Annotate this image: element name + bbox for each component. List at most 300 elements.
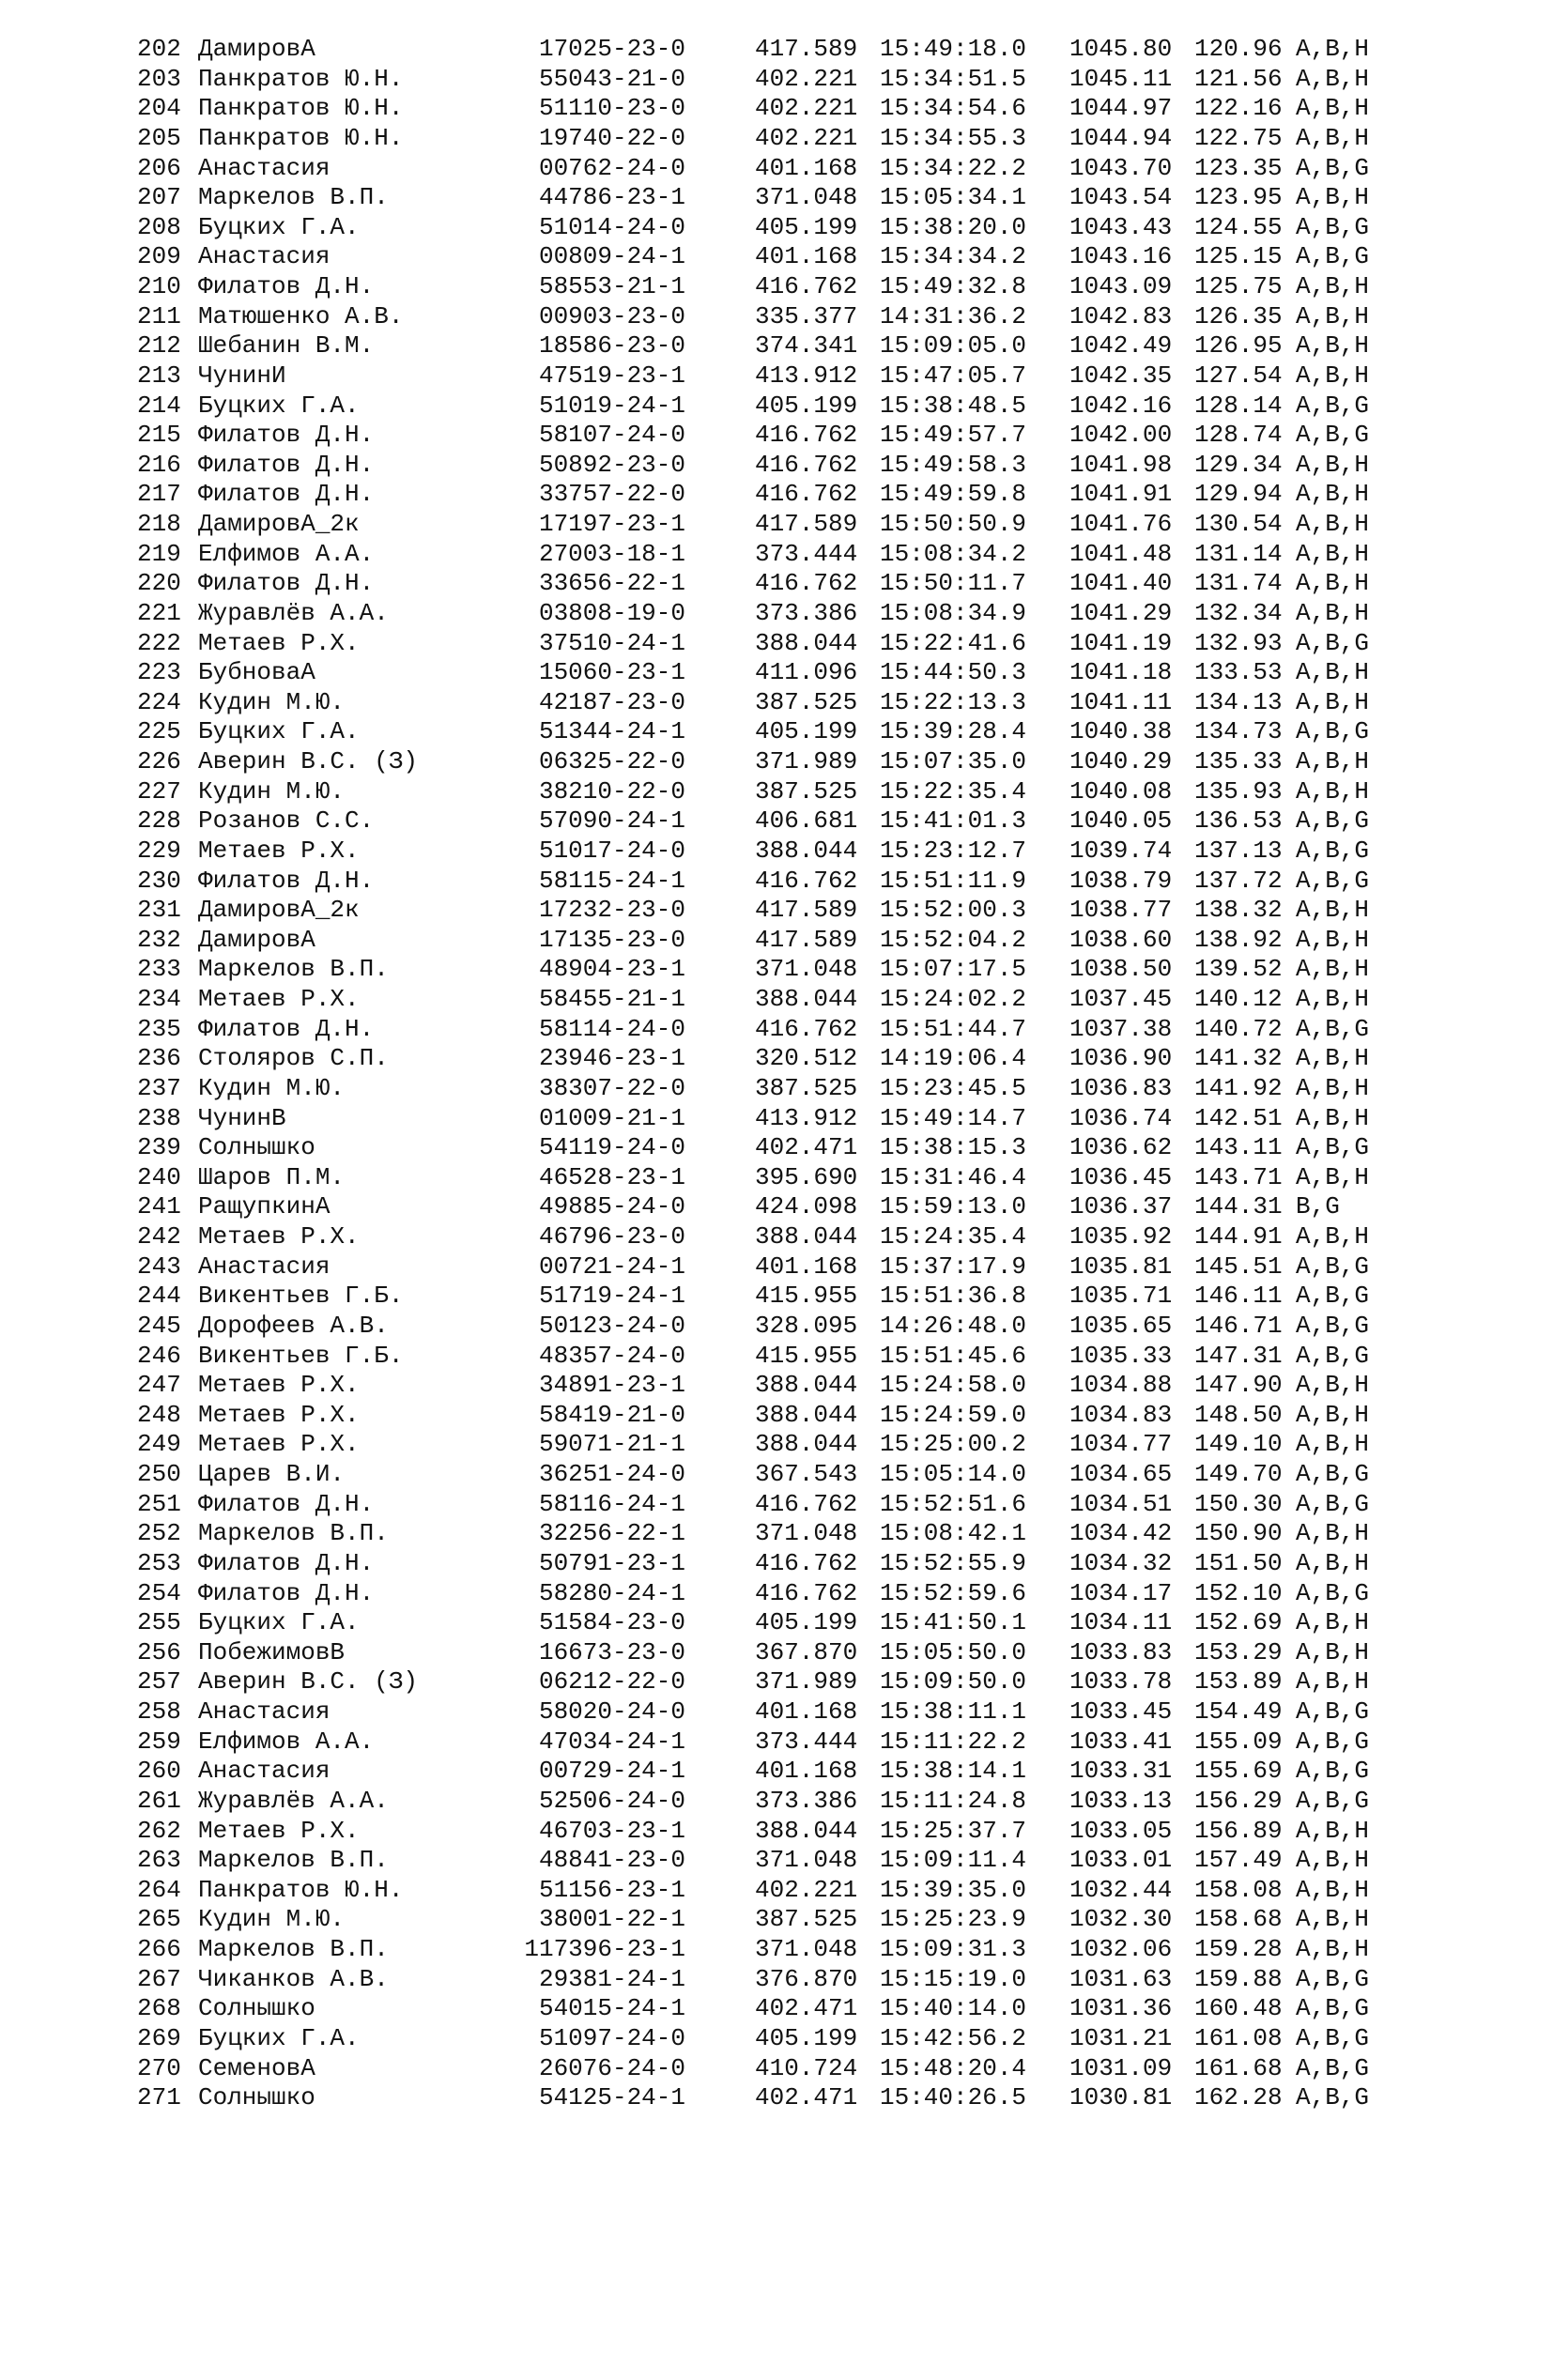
arrival-time: 15:05:34.1 (880, 183, 1027, 212)
arrival-time: 15:37:17.9 (880, 1251, 1027, 1281)
arrival-time: 15:41:50.1 (880, 1608, 1027, 1637)
coefficient-value: 143.11 (1194, 1133, 1283, 1162)
place-number: 227 (137, 776, 181, 806)
coefficient-value: 137.13 (1194, 836, 1283, 865)
speed-value: 1033.78 (1069, 1667, 1173, 1697)
ring-number: 06325-22-0 (538, 747, 685, 775)
place-number: 247 (137, 1371, 181, 1400)
category-codes: A,B,H (1296, 1846, 1370, 1875)
arrival-time: 15:52:59.6 (880, 1578, 1027, 1607)
ring-number: 00809-24-1 (538, 242, 685, 271)
speed-value: 1041.48 (1069, 539, 1173, 568)
category-codes: A,B,H (1296, 985, 1370, 1013)
category-codes: A,B,G (1296, 1757, 1370, 1786)
speed-value: 1036.74 (1069, 1103, 1173, 1132)
result-row (0, 985, 1370, 1015)
distance-value: 388.044 (755, 1400, 858, 1429)
owner-name: Метаев Р.Х. (198, 1400, 360, 1429)
coefficient-value: 140.12 (1194, 985, 1283, 1013)
speed-value: 1034.32 (1069, 1548, 1173, 1577)
ring-number: 51097-24-0 (538, 2023, 685, 2052)
coefficient-value: 131.74 (1194, 569, 1283, 598)
speed-value: 1035.33 (1069, 1341, 1173, 1370)
category-codes: A,B,H (1296, 925, 1370, 954)
ring-number: 57090-24-1 (538, 806, 685, 836)
speed-value: 1036.37 (1069, 1192, 1173, 1221)
coefficient-value: 147.90 (1194, 1371, 1283, 1400)
coefficient-value: 129.34 (1194, 450, 1283, 479)
coefficient-value: 148.50 (1194, 1400, 1283, 1429)
arrival-time: 15:52:55.9 (880, 1548, 1027, 1577)
result-row (0, 1905, 1370, 1935)
result-row (0, 1400, 1370, 1431)
coefficient-value: 154.49 (1194, 1697, 1283, 1726)
distance-value: 373.386 (755, 598, 858, 627)
category-codes: A,B,G (1296, 242, 1370, 271)
owner-name: Аверин В.С. (З) (198, 747, 419, 775)
ring-number: 58280-24-1 (538, 1578, 685, 1607)
place-number: 207 (137, 183, 181, 212)
speed-value: 1032.30 (1069, 1905, 1173, 1934)
category-codes: A,B,H (1296, 1816, 1370, 1845)
category-codes: A,B,H (1296, 569, 1370, 598)
ring-number: 44786-23-1 (538, 183, 685, 212)
category-codes: A,B,G (1296, 806, 1370, 836)
place-number: 253 (137, 1548, 181, 1577)
owner-name: ПобежимовВ (198, 1637, 346, 1666)
arrival-time: 15:24:58.0 (880, 1371, 1027, 1400)
distance-value: 402.471 (755, 1994, 858, 2023)
category-codes: A,B,H (1296, 1044, 1370, 1073)
place-number: 232 (137, 925, 181, 954)
ring-number: 01009-21-1 (538, 1103, 685, 1132)
arrival-time: 15:40:14.0 (880, 1994, 1027, 2023)
ring-number: 51019-24-1 (538, 391, 685, 420)
result-row (0, 183, 1370, 213)
distance-value: 405.199 (755, 2023, 858, 2052)
owner-name: Солнышко (198, 1133, 315, 1162)
place-number: 216 (137, 450, 181, 479)
coefficient-value: 128.14 (1194, 391, 1283, 420)
distance-value: 401.168 (755, 153, 858, 182)
arrival-time: 15:38:15.3 (880, 1133, 1027, 1162)
distance-value: 401.168 (755, 242, 858, 271)
speed-value: 1041.91 (1069, 480, 1173, 509)
owner-name: Метаев Р.Х. (198, 836, 360, 865)
distance-value: 416.762 (755, 480, 858, 509)
arrival-time: 15:22:41.6 (880, 628, 1027, 657)
owner-name: ДамировА_2к (198, 896, 360, 925)
place-number: 224 (137, 687, 181, 716)
owner-name: Филатов Д.Н. (198, 1548, 375, 1577)
place-number: 204 (137, 94, 181, 123)
owner-name: Маркелов В.П. (198, 1519, 389, 1548)
category-codes: A,B,G (1296, 1578, 1370, 1607)
category-codes: A,B,H (1296, 1905, 1370, 1934)
place-number: 233 (137, 955, 181, 984)
speed-value: 1038.60 (1069, 925, 1173, 954)
ring-number: 17232-23-0 (538, 896, 685, 925)
speed-value: 1034.88 (1069, 1371, 1173, 1400)
owner-name: Маркелов В.П. (198, 1846, 389, 1875)
place-number: 258 (137, 1697, 181, 1726)
speed-value: 1037.45 (1069, 985, 1173, 1013)
owner-name: Викентьев Г.Б. (198, 1341, 404, 1370)
result-row (0, 1162, 1370, 1193)
arrival-time: 15:34:22.2 (880, 153, 1027, 182)
place-number: 245 (137, 1311, 181, 1340)
distance-value: 371.048 (755, 1519, 858, 1548)
speed-value: 1041.40 (1069, 569, 1173, 598)
owner-name: Аверин В.С. (З) (198, 1667, 419, 1697)
arrival-time: 15:49:57.7 (880, 421, 1027, 450)
coefficient-value: 127.54 (1194, 361, 1283, 390)
category-codes: A,B,H (1296, 272, 1370, 300)
speed-value: 1033.41 (1069, 1727, 1173, 1756)
ring-number: 54119-24-0 (538, 1133, 685, 1162)
category-codes: A,B,H (1296, 1073, 1370, 1102)
ring-number: 58107-24-0 (538, 421, 685, 450)
results-list (0, 35, 1370, 2113)
coefficient-value: 146.71 (1194, 1311, 1283, 1340)
distance-value: 387.525 (755, 687, 858, 716)
owner-name: Панкратов Ю.Н. (198, 64, 404, 93)
speed-value: 1040.38 (1069, 717, 1173, 746)
coefficient-value: 156.29 (1194, 1786, 1283, 1815)
result-row (0, 1430, 1370, 1460)
arrival-time: 15:07:17.5 (880, 955, 1027, 984)
owner-name: Журавлёв А.А. (198, 1786, 389, 1815)
coefficient-value: 123.95 (1194, 183, 1283, 212)
distance-value: 416.762 (755, 1578, 858, 1607)
category-codes: A,B,G (1296, 1341, 1370, 1370)
place-number: 263 (137, 1846, 181, 1875)
place-number: 271 (137, 2083, 181, 2112)
ring-number: 48841-23-0 (538, 1846, 685, 1875)
result-row (0, 1282, 1370, 1312)
ring-number: 42187-23-0 (538, 687, 685, 716)
coefficient-value: 151.50 (1194, 1548, 1283, 1577)
category-codes: A,B,H (1296, 955, 1370, 984)
ring-number: 51017-24-0 (538, 836, 685, 865)
place-number: 265 (137, 1905, 181, 1934)
result-row (0, 747, 1370, 777)
speed-value: 1040.08 (1069, 776, 1173, 806)
ring-number: 58020-24-0 (538, 1697, 685, 1726)
owner-name: Панкратов Ю.Н. (198, 1875, 404, 1904)
arrival-time: 15:42:56.2 (880, 2023, 1027, 2052)
owner-name: Филатов Д.Н. (198, 450, 375, 479)
ring-number: 46796-23-0 (538, 1222, 685, 1251)
place-number: 235 (137, 1014, 181, 1043)
owner-name: Елфимов А.А. (198, 539, 375, 568)
ring-number: 06212-22-0 (538, 1667, 685, 1697)
category-codes: A,B,H (1296, 510, 1370, 538)
coefficient-value: 150.30 (1194, 1489, 1283, 1518)
speed-value: 1044.94 (1069, 123, 1173, 152)
category-codes: B,G (1296, 1192, 1340, 1221)
category-codes: A,B,G (1296, 1786, 1370, 1815)
result-row (0, 272, 1370, 302)
ring-number: 58114-24-0 (538, 1014, 685, 1043)
category-codes: A,B,H (1296, 1667, 1370, 1697)
distance-value: 416.762 (755, 272, 858, 300)
result-row (0, 658, 1370, 688)
category-codes: A,B,H (1296, 1637, 1370, 1666)
owner-name: Панкратов Ю.Н. (198, 123, 404, 152)
place-number: 221 (137, 598, 181, 627)
place-number: 215 (137, 421, 181, 450)
category-codes: A,B,H (1296, 1608, 1370, 1637)
result-row (0, 717, 1370, 747)
category-codes: A,B,G (1296, 1994, 1370, 2023)
category-codes: A,B,H (1296, 1103, 1370, 1132)
speed-value: 1042.49 (1069, 331, 1173, 361)
distance-value: 388.044 (755, 1371, 858, 1400)
result-row (0, 2053, 1370, 2084)
category-codes: A,B,H (1296, 1548, 1370, 1577)
place-number: 262 (137, 1816, 181, 1845)
speed-value: 1042.00 (1069, 421, 1173, 450)
coefficient-value: 153.29 (1194, 1637, 1283, 1666)
coefficient-value: 147.31 (1194, 1341, 1283, 1370)
coefficient-value: 135.93 (1194, 776, 1283, 806)
owner-name: Филатов Д.Н. (198, 866, 375, 895)
distance-value: 405.199 (755, 391, 858, 420)
place-number: 266 (137, 1935, 181, 1963)
place-number: 243 (137, 1251, 181, 1281)
result-row (0, 301, 1370, 332)
speed-value: 1032.44 (1069, 1875, 1173, 1904)
arrival-time: 15:48:20.4 (880, 2053, 1027, 2082)
ring-number: 51110-23-0 (538, 94, 685, 123)
coefficient-value: 159.88 (1194, 1964, 1283, 1993)
arrival-time: 15:50:50.9 (880, 510, 1027, 538)
distance-value: 416.762 (755, 421, 858, 450)
speed-value: 1034.51 (1069, 1489, 1173, 1518)
speed-value: 1045.11 (1069, 64, 1173, 93)
distance-value: 387.525 (755, 776, 858, 806)
coefficient-value: 142.51 (1194, 1103, 1283, 1132)
category-codes: A,B,H (1296, 94, 1370, 123)
ring-number: 58553-21-1 (538, 272, 685, 300)
distance-value: 371.989 (755, 1667, 858, 1697)
arrival-time: 15:38:20.0 (880, 212, 1027, 241)
distance-value: 417.589 (755, 925, 858, 954)
category-codes: A,B,G (1296, 836, 1370, 865)
ring-number: 47519-23-1 (538, 361, 685, 390)
arrival-time: 15:34:55.3 (880, 123, 1027, 152)
category-codes: A,B,G (1296, 2023, 1370, 2052)
ring-number: 51719-24-1 (538, 1282, 685, 1311)
category-codes: A,B,G (1296, 628, 1370, 657)
arrival-time: 15:59:13.0 (880, 1192, 1027, 1221)
distance-value: 388.044 (755, 1816, 858, 1845)
distance-value: 411.096 (755, 658, 858, 687)
distance-value: 415.955 (755, 1282, 858, 1311)
ring-number: 03808-19-0 (538, 598, 685, 627)
coefficient-value: 125.15 (1194, 242, 1283, 271)
owner-name: Буцких Г.А. (198, 2023, 360, 2052)
result-row (0, 896, 1370, 926)
category-codes: A,B,G (1296, 153, 1370, 182)
result-row (0, 450, 1370, 481)
speed-value: 1041.98 (1069, 450, 1173, 479)
arrival-time: 15:25:37.7 (880, 1816, 1027, 1845)
place-number: 236 (137, 1044, 181, 1073)
place-number: 228 (137, 806, 181, 836)
category-codes: A,B,H (1296, 35, 1370, 63)
ring-number: 48357-24-0 (538, 1341, 685, 1370)
result-row (0, 776, 1370, 807)
category-codes: A,B,H (1296, 687, 1370, 716)
ring-number: 38307-22-0 (538, 1073, 685, 1102)
category-codes: A,B,G (1296, 1251, 1370, 1281)
speed-value: 1043.70 (1069, 153, 1173, 182)
result-row (0, 510, 1370, 540)
arrival-time: 15:49:18.0 (880, 35, 1027, 63)
place-number: 257 (137, 1667, 181, 1697)
distance-value: 371.989 (755, 747, 858, 775)
category-codes: A,B,H (1296, 1519, 1370, 1548)
category-codes: A,B,H (1296, 450, 1370, 479)
category-codes: A,B,H (1296, 361, 1370, 390)
category-codes: A,B,H (1296, 1371, 1370, 1400)
owner-name: ДамировА_2к (198, 510, 360, 538)
result-row (0, 1667, 1370, 1697)
place-number: 222 (137, 628, 181, 657)
distance-value: 416.762 (755, 1548, 858, 1577)
arrival-time: 15:51:44.7 (880, 1014, 1027, 1043)
coefficient-value: 129.94 (1194, 480, 1283, 509)
place-number: 226 (137, 747, 181, 775)
result-row (0, 955, 1370, 985)
distance-value: 387.525 (755, 1905, 858, 1934)
arrival-time: 14:31:36.2 (880, 301, 1027, 330)
arrival-time: 15:50:11.7 (880, 569, 1027, 598)
coefficient-value: 121.56 (1194, 64, 1283, 93)
place-number: 214 (137, 391, 181, 420)
coefficient-value: 159.28 (1194, 1935, 1283, 1963)
distance-value: 376.870 (755, 1964, 858, 1993)
coefficient-value: 155.09 (1194, 1727, 1283, 1756)
place-number: 219 (137, 539, 181, 568)
ring-number: 58455-21-1 (538, 985, 685, 1013)
result-row (0, 1519, 1370, 1549)
arrival-time: 15:39:28.4 (880, 717, 1027, 746)
speed-value: 1036.90 (1069, 1044, 1173, 1073)
coefficient-value: 155.69 (1194, 1757, 1283, 1786)
coefficient-value: 152.10 (1194, 1578, 1283, 1607)
category-codes: A,B,G (1296, 1014, 1370, 1043)
distance-value: 416.762 (755, 866, 858, 895)
place-number: 218 (137, 510, 181, 538)
place-number: 220 (137, 569, 181, 598)
result-row (0, 331, 1370, 361)
result-row (0, 1460, 1370, 1490)
result-row (0, 64, 1370, 95)
arrival-time: 15:49:32.8 (880, 272, 1027, 300)
ring-number: 52506-24-0 (538, 1786, 685, 1815)
arrival-time: 15:38:48.5 (880, 391, 1027, 420)
arrival-time: 15:49:58.3 (880, 450, 1027, 479)
arrival-time: 15:09:05.0 (880, 331, 1027, 361)
arrival-time: 15:09:50.0 (880, 1667, 1027, 1697)
coefficient-value: 145.51 (1194, 1251, 1283, 1281)
arrival-time: 15:25:23.9 (880, 1905, 1027, 1934)
speed-value: 1030.81 (1069, 2083, 1173, 2112)
owner-name: Буцких Г.А. (198, 1608, 360, 1637)
place-number: 205 (137, 123, 181, 152)
ring-number: 47034-24-1 (538, 1727, 685, 1756)
owner-name: Матюшенко А.В. (198, 301, 404, 330)
arrival-time: 15:24:02.2 (880, 985, 1027, 1013)
distance-value: 371.048 (755, 955, 858, 984)
place-number: 261 (137, 1786, 181, 1815)
result-row (0, 1994, 1370, 2024)
speed-value: 1038.77 (1069, 896, 1173, 925)
place-number: 268 (137, 1994, 181, 2023)
category-codes: A,B,H (1296, 331, 1370, 361)
speed-value: 1038.79 (1069, 866, 1173, 895)
distance-value: 416.762 (755, 450, 858, 479)
arrival-time: 15:25:00.2 (880, 1430, 1027, 1459)
distance-value: 388.044 (755, 985, 858, 1013)
category-codes: A,B,G (1296, 421, 1370, 450)
category-codes: A,B,G (1296, 866, 1370, 895)
category-codes: A,B,H (1296, 1400, 1370, 1429)
coefficient-value: 144.31 (1194, 1192, 1283, 1221)
arrival-time: 15:38:11.1 (880, 1697, 1027, 1726)
coefficient-value: 161.68 (1194, 2053, 1283, 2082)
speed-value: 1040.05 (1069, 806, 1173, 836)
ring-number: 00729-24-1 (538, 1757, 685, 1786)
arrival-time: 15:05:14.0 (880, 1460, 1027, 1488)
place-number: 234 (137, 985, 181, 1013)
place-number: 255 (137, 1608, 181, 1637)
category-codes: A,B,G (1296, 391, 1370, 420)
owner-name: Столяров С.П. (198, 1044, 389, 1073)
speed-value: 1031.36 (1069, 1994, 1173, 2023)
coefficient-value: 136.53 (1194, 806, 1283, 836)
owner-name: Кудин М.Ю. (198, 687, 346, 716)
speed-value: 1034.42 (1069, 1519, 1173, 1548)
owner-name: Викентьев Г.Б. (198, 1282, 404, 1311)
speed-value: 1037.38 (1069, 1014, 1173, 1043)
arrival-time: 15:07:35.0 (880, 747, 1027, 775)
arrival-time: 15:22:13.3 (880, 687, 1027, 716)
result-row (0, 1697, 1370, 1727)
speed-value: 1033.13 (1069, 1786, 1173, 1815)
result-row (0, 1875, 1370, 1906)
ring-number: 117396-23-1 (524, 1935, 685, 1963)
coefficient-value: 120.96 (1194, 35, 1283, 63)
arrival-time: 15:24:59.0 (880, 1400, 1027, 1429)
result-row (0, 1311, 1370, 1342)
distance-value: 417.589 (755, 896, 858, 925)
arrival-time: 15:09:31.3 (880, 1935, 1027, 1963)
distance-value: 387.525 (755, 1073, 858, 1102)
owner-name: Анастасия (198, 242, 331, 271)
ring-number: 34891-23-1 (538, 1371, 685, 1400)
speed-value: 1035.81 (1069, 1251, 1173, 1281)
ring-number: 51344-24-1 (538, 717, 685, 746)
speed-value: 1040.29 (1069, 747, 1173, 775)
result-row (0, 1846, 1370, 1876)
speed-value: 1031.21 (1069, 2023, 1173, 2052)
result-row (0, 1251, 1370, 1282)
result-row (0, 242, 1370, 272)
